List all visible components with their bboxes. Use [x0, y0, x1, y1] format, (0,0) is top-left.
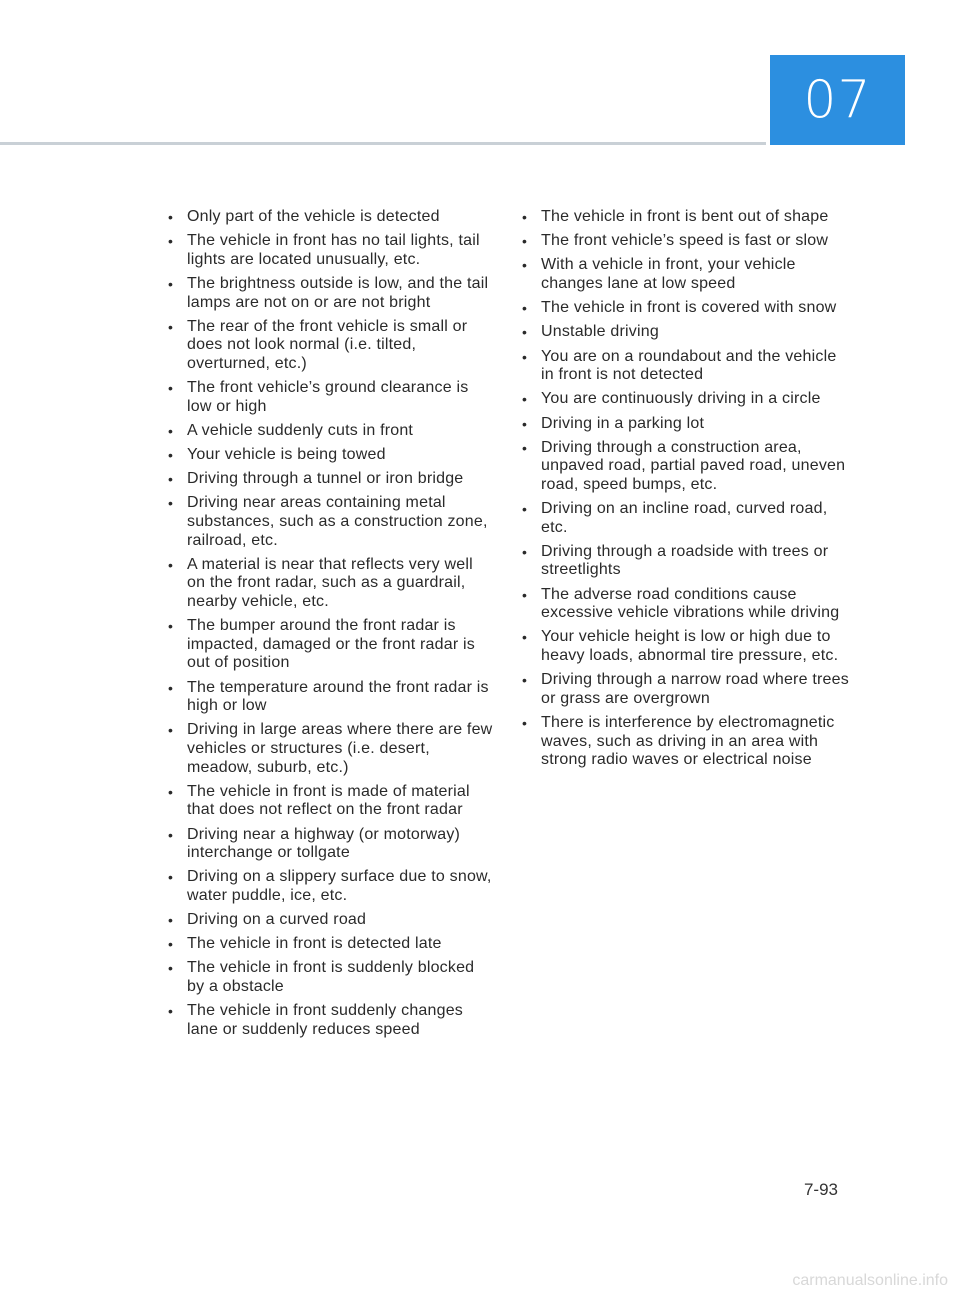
right-bullet-list [514, 208, 849, 775]
list-item: • The vehicle in front has no tail lights, tail lights are located unusually, etc. [160, 232, 495, 269]
list-item: • With a vehicle in front, your vehicle changes lane at low speed [514, 256, 849, 293]
watermark: carmanualsonline.info [792, 1272, 948, 1289]
list-item: • The vehicle in front is suddenly blocked by a obstacle [160, 959, 495, 996]
list-item: • Driving on a curved road [160, 911, 495, 930]
list-item: • Driving on an incline road, curved road, etc. [514, 500, 849, 537]
list-item: • There is interference by electromagnetic waves, such as driving in an area with strong radio waves or electrical noise [514, 714, 849, 770]
list-item: • The front vehicle’s speed is fast or slow [514, 232, 849, 251]
page-number: 7-93 [803, 1180, 838, 1199]
list-item: • The vehicle in front suddenly changes lane or suddenly reduces speed [160, 1002, 495, 1039]
list-item: • The vehicle in front is bent out of shape [514, 208, 849, 227]
list-item: • Your vehicle is being towed [160, 446, 495, 465]
list-item: • Driving through a roadside with trees or streetlights [514, 543, 849, 580]
chapter-number: 07 [803, 70, 872, 130]
list-item: • The vehicle in front is detected late [160, 935, 495, 954]
list-item: • Driving in a parking lot [514, 415, 849, 434]
left-bullet-list [160, 208, 495, 1045]
list-item: • Unstable driving [514, 323, 849, 342]
list-item: • Driving in large areas where there are few vehicles or structures (i.e. desert, meadow, suburb, etc.) [160, 721, 495, 777]
list-item: • The brightness outside is low, and the tail lamps are not on or are not bright [160, 275, 495, 312]
list-item: • Driving through a construction area, unpaved road, partial paved road, uneven road, speed bumps, etc. [514, 439, 849, 495]
list-item: • Your vehicle height is low or high due to heavy loads, abnormal tire pressure, etc. [514, 628, 849, 665]
list-item: • A vehicle suddenly cuts in front [160, 422, 495, 441]
list-item: • You are continuously driving in a circle [514, 390, 849, 409]
list-item: • A material is near that reflects very well on the front radar, such as a guardrail, nearby vehicle, etc. [160, 556, 495, 612]
list-item: • The vehicle in front is made of material that does not reflect on the front radar [160, 783, 495, 820]
list-item: • The vehicle in front is covered with snow [514, 299, 849, 318]
list-item: • The front vehicle’s ground clearance is low or high [160, 379, 495, 416]
list-item: • The adverse road conditions cause excessive vehicle vibrations while driving [514, 586, 849, 623]
list-item: • Driving through a narrow road where trees or grass are overgrown [514, 671, 849, 708]
list-item: • The temperature around the front radar is high or low [160, 679, 495, 716]
list-item: • Driving near areas containing metal substances, such as a construction zone, railroad, etc. [160, 494, 495, 550]
chapter-tab [770, 55, 905, 145]
list-item: • The rear of the front vehicle is small or does not look normal (i.e. tilted, overturned, etc.) [160, 318, 495, 374]
list-item: • Driving near a highway (or motorway) interchange or tollgate [160, 826, 495, 863]
list-item: • Driving on a slippery surface due to snow, water puddle, ice, etc. [160, 868, 495, 905]
list-item: • Driving through a tunnel or iron bridge [160, 470, 495, 489]
header-rule [0, 142, 766, 145]
list-item: • Only part of the vehicle is detected [160, 208, 495, 227]
list-item: • The bumper around the front radar is impacted, damaged or the front radar is out of position [160, 617, 495, 673]
list-item: • You are on a roundabout and the vehicle in front is not detected [514, 348, 849, 385]
